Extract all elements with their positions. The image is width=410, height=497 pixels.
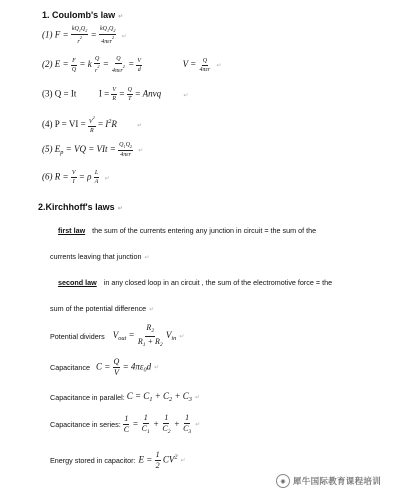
capacitance-parallel-label: Capacitance in parallel: — [50, 392, 125, 402]
capacitance-label: Capacitance — [50, 363, 90, 372]
second-law-label: second law — [58, 278, 97, 287]
kirchhoff-heading: 2.Kirchhoff's laws ↵ — [38, 202, 123, 212]
coulomb-heading: 1. Coulomb's law ↵ — [42, 10, 124, 20]
formula-4-label: (4) — [42, 119, 53, 130]
formula-3-label: (3) — [42, 88, 53, 99]
formula-5: (5) $E_p$ = VQ = VIt = $\frac{Q_1Q_2}{\text{4πεr}}$ ↵ — [42, 142, 144, 159]
formula-6-label: (6) — [42, 171, 53, 182]
energy-stored-row: Energy stored in capacitor: E = $\frac{1}{2}$ $CV^2$ ↵ — [50, 450, 186, 470]
capacitance-series-row: Capacitance in series: $\frac{1}{C}$ = $\frac{1}{C_1}$ + $\frac{1}{C_2}$ + $\frac{1}{C_3}$ ↵ — [50, 413, 201, 435]
watermark-text: 犀牛国际教育课程培训 — [293, 476, 382, 486]
capacitance-row: Capacitance C = $\frac{Q}{V}$ = $4\pi\varepsilon_0d$ ↵ — [50, 357, 160, 377]
second-law-line2: sum of the potential difference ↵ — [50, 304, 155, 313]
wechat-icon: ◉ — [276, 474, 290, 488]
first-law-line1: first law the sum of the currents entering any junction in circuit = the sum of the — [58, 226, 317, 235]
watermark — [276, 474, 381, 488]
first-law-label: first law — [58, 226, 86, 235]
capacitance-parallel-row: Capacitance in parallel: $C = C_1 + C_2 + C_3$ ↵ — [50, 391, 200, 403]
formula-3: (3) Q = It I = $\frac{V}{R}$ = $\frac{Q}{T}$ = Anvq ↵ — [42, 87, 189, 102]
formula-2-label: (2) — [42, 59, 53, 70]
second-law-line1: second law in any closed loop in an circuit , the sum of the electromotive force = the — [58, 278, 333, 287]
formula-1-label: (1) — [42, 29, 53, 40]
energy-stored-label: Energy stored in capacitor: — [50, 456, 136, 465]
formula-6: (6) R = $\frac{V}{I}$ = ρ $\frac{L}{A}$ ↵ — [42, 170, 110, 185]
potential-dividers-row: Potential dividers $V_{out}$ = $\frac{R_2}{R_1 + R_2}$ $V_{in}$ ↵ — [50, 323, 185, 348]
potential-dividers-label: Potential dividers — [50, 331, 105, 341]
formula-4: (4) P = VI = $\frac{V^2}{R}$ = $I^2R$ ↵ — [42, 115, 143, 134]
formula-1: (1) F = $\frac{kQ_1Q_2}{r^2}$ = $\frac{kQ_1Q_2}{4\pi\varepsilon r^2}$ ↵ — [42, 26, 127, 46]
formula-2: (2) E = $\frac{F}{Q}$ = k $\frac{Q}{r^2}$ = $\frac{Q}{4\pi\varepsilon r^2}$ = $\frac{V}{d}$ V = $\frac{Q}{\text{4πεr}}$ ↵ — [42, 56, 222, 74]
first-law-line2: currents leaving that junction ↵ — [50, 252, 150, 261]
capacitance-series-label: Capacitance in series: — [50, 420, 121, 430]
formula-5-label: (5) — [42, 144, 53, 155]
